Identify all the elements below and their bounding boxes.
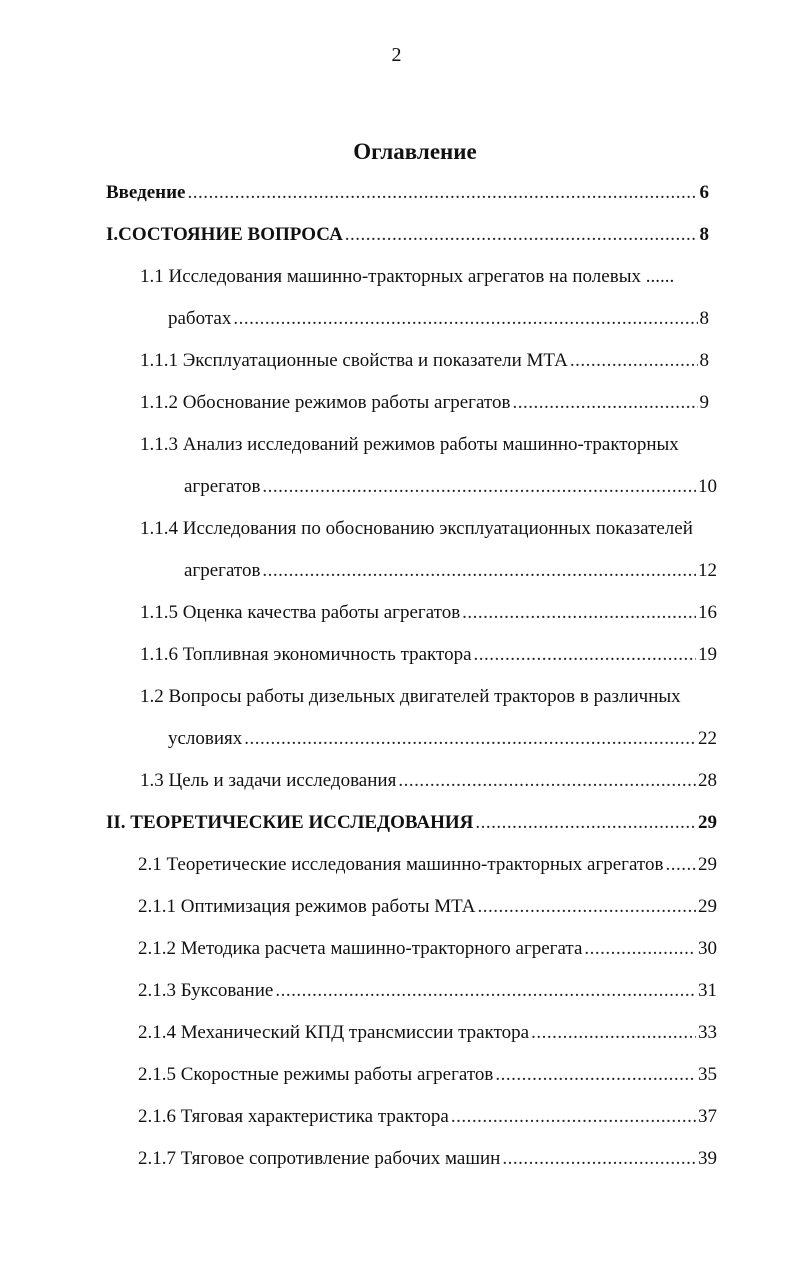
toc-leader-dots [345, 222, 698, 248]
toc-leader-dots [474, 642, 696, 668]
toc-leader-dots [665, 852, 696, 878]
toc-leader-dots [512, 390, 697, 416]
toc-entry-page: 29 [698, 854, 717, 875]
toc-entry-page: 31 [698, 980, 717, 1001]
toc-entry-1-2-cont [168, 726, 717, 752]
toc-entry-text: агрегатов [184, 560, 261, 581]
toc-entry-text: 1.1.4 Исследования по обоснованию эксплуатационных показателей [140, 518, 693, 539]
toc-entry-page: 29 [698, 896, 717, 917]
toc-entry-page: 35 [698, 1064, 717, 1085]
toc-entry-text: 2.1.1 Оптимизация режимов работы МТА [138, 896, 476, 917]
toc-entry-1-1-4 [140, 516, 693, 542]
toc-entry-page: 8 [699, 224, 709, 245]
toc-entry-1-1 [140, 264, 674, 290]
toc-leader-dots [502, 1146, 696, 1172]
toc-entry-text: 2.1.5 Скоростные режимы работы агрегатов [138, 1064, 494, 1085]
toc-leader-dots [570, 348, 698, 374]
toc-leader-dots [233, 306, 697, 332]
toc-entry-1-1-1 [140, 348, 709, 374]
toc-leader-dots [531, 1020, 696, 1046]
toc-entry-section-1 [106, 222, 709, 248]
toc-entry-1-1-cont [168, 306, 709, 332]
toc-entry-text: 2.1.4 Механический КПД трансмиссии трактора [138, 1022, 530, 1043]
toc-entry-text: агрегатов [184, 476, 261, 497]
toc-entry-page: 33 [698, 1022, 717, 1043]
toc-leader-dots [477, 894, 696, 920]
toc-entry-page: 8 [699, 350, 709, 371]
toc-entry-2-1-7 [138, 1146, 717, 1172]
toc-entry-section-2 [106, 810, 717, 836]
page-number: 2 [391, 44, 402, 66]
toc-entry-page: 16 [698, 602, 717, 623]
toc-entry-page: 30 [698, 938, 717, 959]
toc-leader-dots [451, 1104, 696, 1130]
toc-entry-text: 1.1.5 Оценка качества работы агрегатов [140, 602, 461, 623]
toc-entry-page: 29 [698, 812, 717, 833]
toc-entry-text: 1.1.6 Топливная экономичность трактора [140, 644, 472, 665]
toc-entry-text: II. ТЕОРЕТИЧЕСКИЕ ИССЛЕДОВАНИЯ [106, 812, 474, 833]
toc-entry-2-1 [138, 852, 717, 878]
toc-entry-page: 19 [698, 644, 717, 665]
toc-entry-1-2 [140, 684, 681, 710]
toc-entry-text: 1.1.3 Анализ исследований режимов работы машинно-тракторных [140, 434, 679, 455]
toc-leader-dots [262, 558, 696, 584]
toc-entry-1-1-2 [140, 390, 709, 416]
toc-entry-1-1-4-cont [184, 558, 717, 584]
toc-entry-text: 2.1 Теоретические исследования машинно-тракторных агрегатов [138, 854, 664, 875]
toc-leader-dots [262, 474, 696, 500]
toc-entry-introduction [106, 180, 709, 206]
toc-entry-page: 12 [698, 560, 717, 581]
toc-entry-2-1-4 [138, 1020, 717, 1046]
toc-entry-page: 22 [698, 728, 717, 749]
toc-entry-text: 1.1.2 Обоснование режимов работы агрегатов [140, 392, 511, 413]
toc-entry-1-3 [140, 768, 717, 794]
toc-entry-page: 9 [699, 392, 709, 413]
toc-entry-page: 28 [698, 770, 717, 791]
toc-entry-text: Введение [106, 182, 186, 203]
toc-leader-dots [188, 180, 698, 206]
toc-entry-2-1-2 [138, 936, 717, 962]
toc-leader-dots [475, 810, 696, 836]
toc-entry-text: работах [168, 308, 232, 329]
toc-entry-text: условиях [168, 728, 243, 749]
toc-entry-text: 2.1.3 Буксование [138, 980, 274, 1001]
toc-entry-1-1-3-cont [184, 474, 717, 500]
toc-entry-text: 2.1.2 Методика расчета машинно-тракторного агрегата [138, 938, 583, 959]
toc-entry-text: 1.3 Цель и задачи исследования [140, 770, 397, 791]
toc-entry-text: 2.1.7 Тяговое сопротивление рабочих машин [138, 1148, 501, 1169]
toc-entry-1-1-3 [140, 432, 679, 458]
toc-leader-dots [244, 726, 696, 752]
toc-entry-page: 6 [699, 182, 709, 203]
toc-entry-text: 1.1 Исследования машинно-тракторных агрегатов на полевых ...... [140, 266, 675, 287]
toc-entry-2-1-3 [138, 978, 717, 1004]
toc-entry-1-1-6 [140, 642, 717, 668]
toc-entry-text: 1.2 Вопросы работы дизельных двигателей тракторов в различных [140, 686, 681, 707]
toc-entry-page: 37 [698, 1106, 717, 1127]
toc-entry-text: I.СОСТОЯНИЕ ВОПРОСА [106, 224, 343, 245]
toc-entry-page: 8 [699, 308, 709, 329]
toc-title: Оглавление [353, 139, 477, 164]
toc-entry-text: 2.1.6 Тяговая характеристика трактора [138, 1106, 449, 1127]
toc-leader-dots [398, 768, 696, 794]
toc-leader-dots [275, 978, 696, 1004]
toc-entry-2-1-6 [138, 1104, 717, 1130]
toc-leader-dots [584, 936, 696, 962]
toc-leader-dots [462, 600, 696, 626]
toc-entry-2-1-5 [138, 1062, 717, 1088]
toc-entry-page: 10 [698, 476, 717, 497]
toc-leader-dots [495, 1062, 696, 1088]
toc-entry-2-1-1 [138, 894, 717, 920]
toc-entry-text: 1.1.1 Эксплуатационные свойства и показатели МТА [140, 350, 568, 371]
toc-entry-page: 39 [698, 1148, 717, 1169]
toc-entry-1-1-5 [140, 600, 717, 626]
